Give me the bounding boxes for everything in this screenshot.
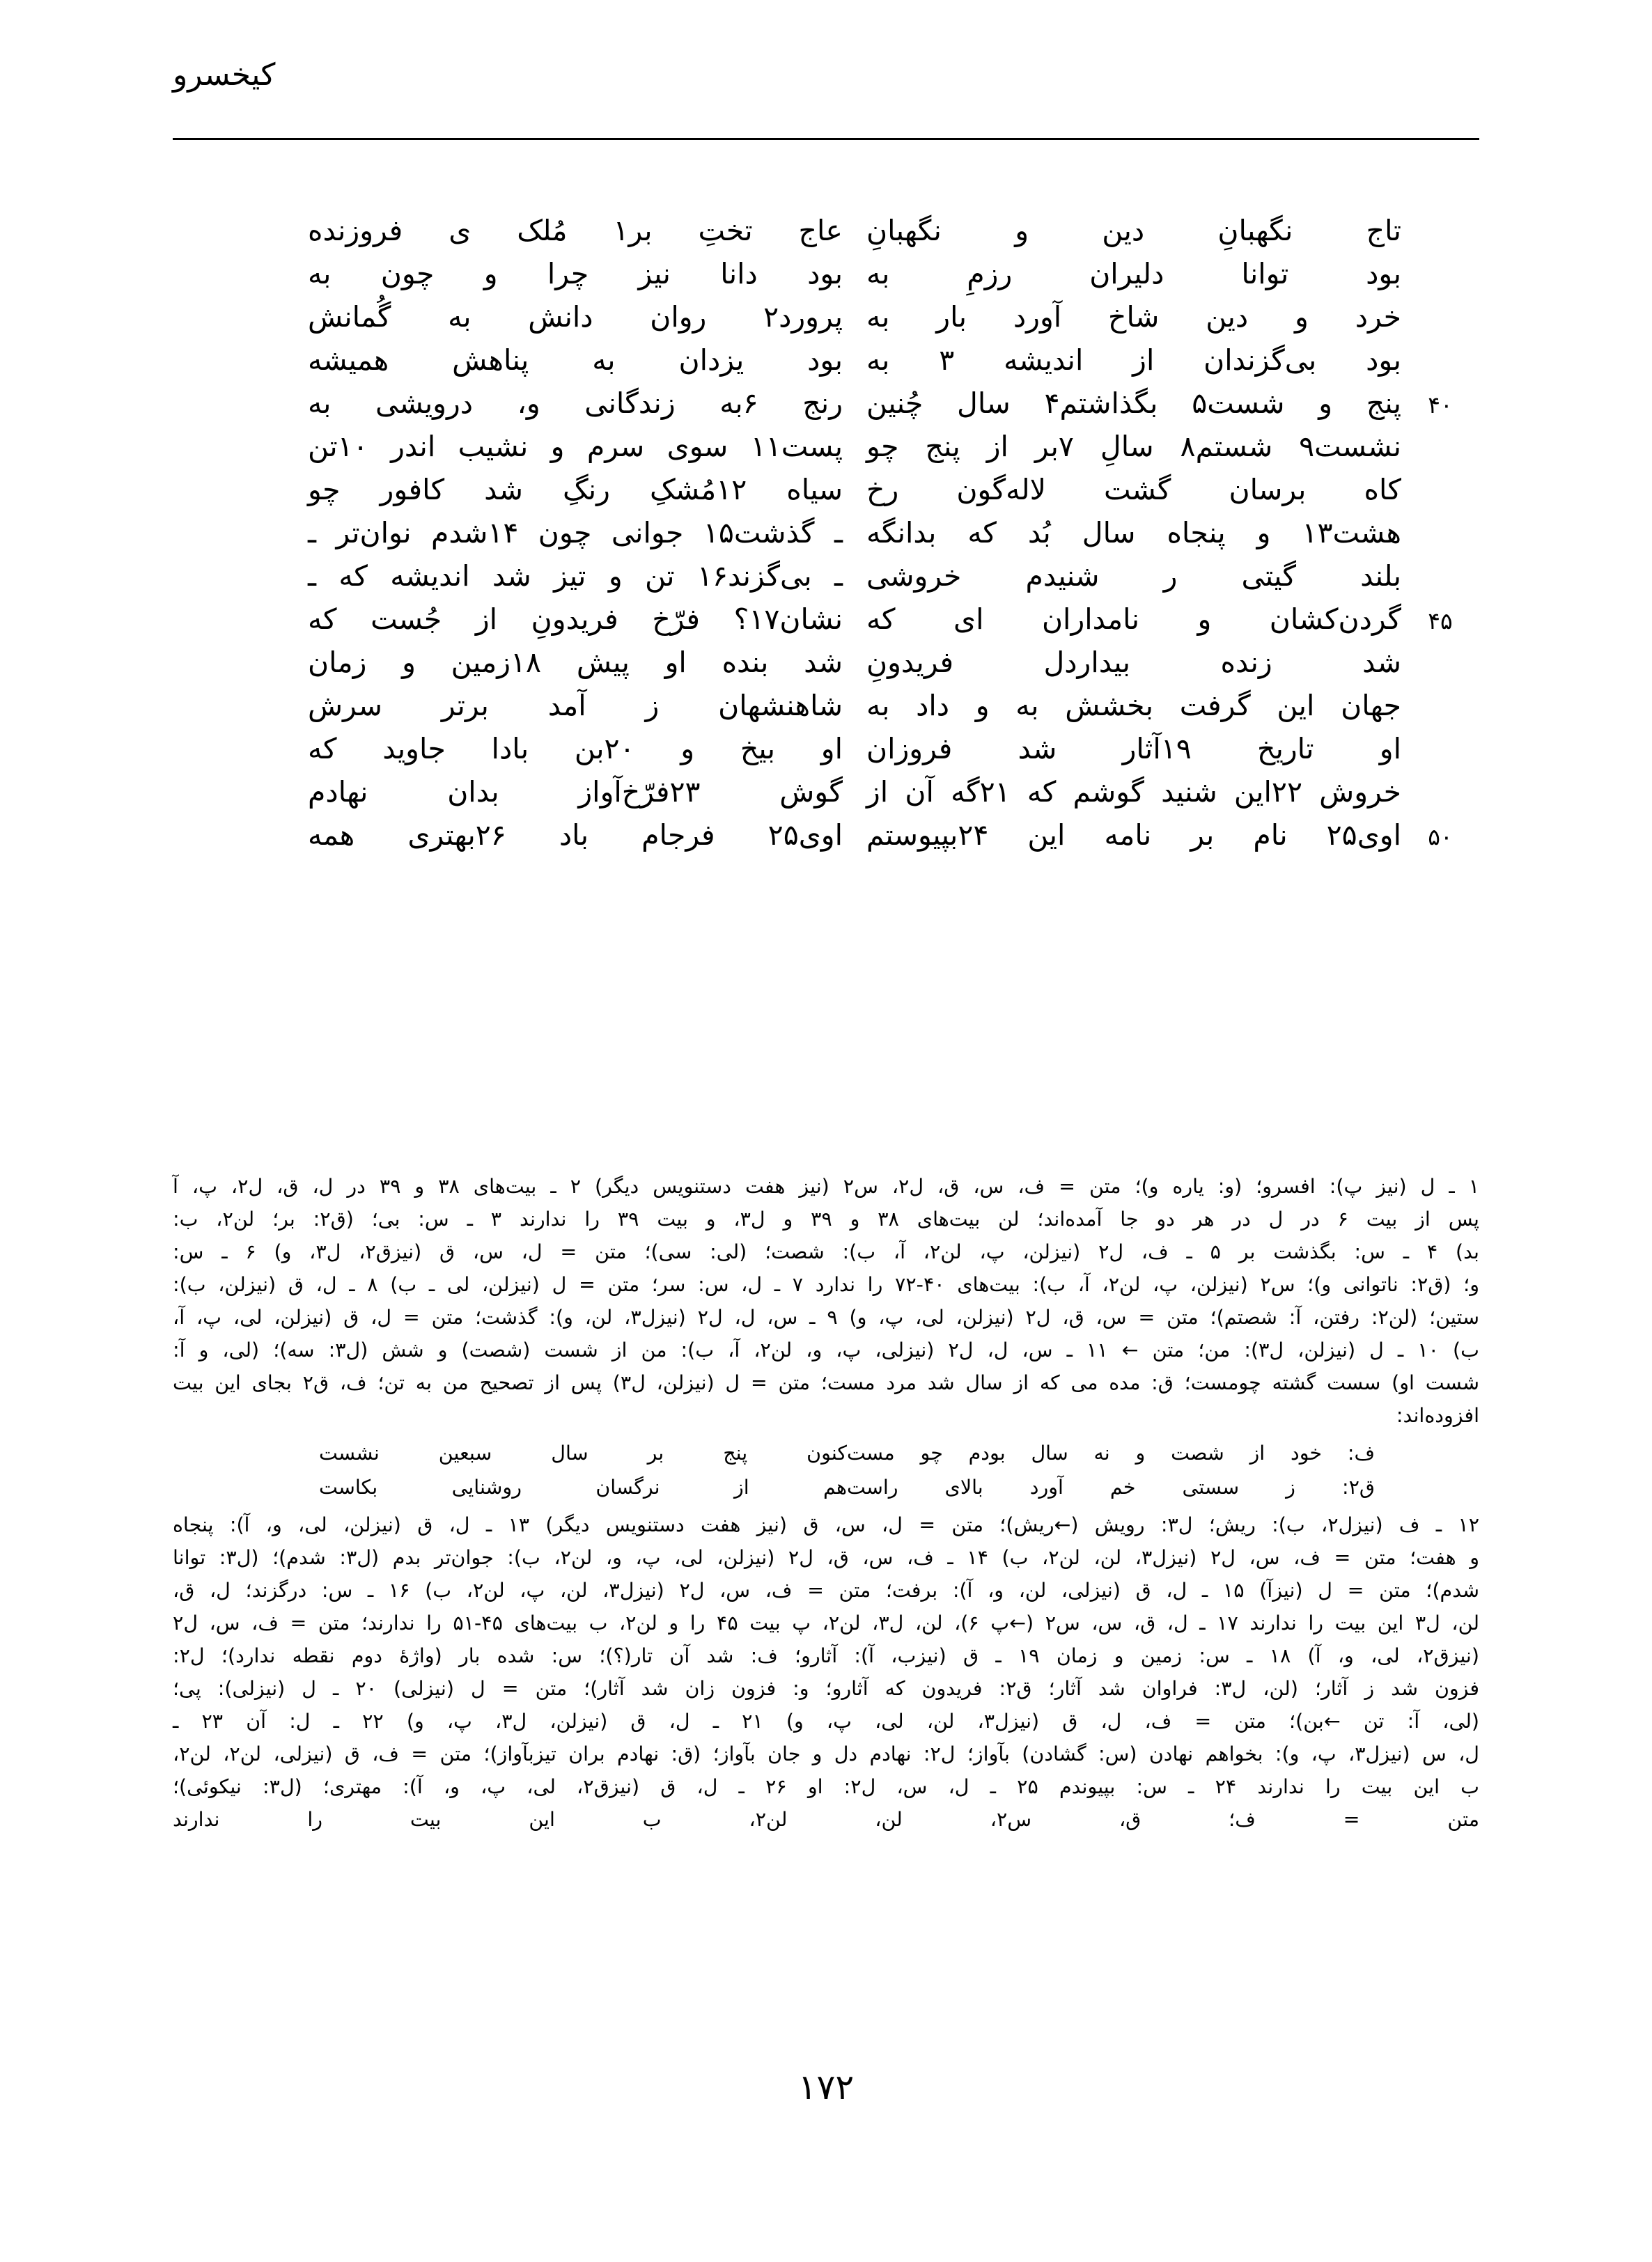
critical-apparatus [173, 1170, 1479, 1836]
verse-number: ۴۰ [1428, 391, 1453, 419]
apparatus-line: فزون شد ز آثار؛ (لن، ل۳: فراوان شد آثار؛ ق۲: فریدون که آثارو؛ و: فزون زان شد آثار)؛ متن = ل (نیزلی) ۲۰ ـ ل (نیزلی): پی؛ [173, 1677, 1480, 1700]
apparatus-line: لن، ل۳ این بیت را ندارند ۱۷ ـ ل، ق، س، س۲ (←پ ۶)، لن، ل۳، لن۲، پ بیت ۴۵ را و لن۲، ب بیت‌های ۴۵-۵۱ را ندارند؛ متن = ف، س، ل۲ [173, 1612, 1480, 1635]
hemistich-first: نشست‌۹ شستم‌۸ سالِ ۷بر از پنج چو [866, 430, 1401, 463]
verse-number: ۵۰ [1428, 823, 1453, 850]
verse-line [173, 252, 1479, 295]
hemistich-first: هشت‌۱۳ و پنجاه سال بُد که بدانگه [866, 516, 1401, 549]
verse-line [173, 425, 1479, 468]
running-head [173, 57, 1479, 93]
apparatus-line: شدم)؛ متن = ل (نیزآ) ۱۵ ـ ل، ق (نیزلی، لن، و، آ): برفت؛ متن = ف، س، ل۲ (نیزل۳، لن، پ، لن۲، ب) ۱۶ ـ س: درگزند؛ ل، ق، [173, 1579, 1479, 1602]
apparatus-line: ب) ۱۰ ـ ل (نیزلن، ل۳): من؛ متن ← ۱۱ ـ س، ل، ل۲ (نیزلی، پ، و، لن۲، آ، ب): من از شست (شصت) و شش (ل۳: سه)؛ (لی، و آ: [173, 1339, 1479, 1362]
apparatus-line: و هفت؛ متن = ف، س، ل۲ (نیزل۳، لن، لن۲، ب) ۱۴ ـ ف، س، ق، ل۲ (نیزلن، لی، پ، و، لن۲، ب): جوان‌تر بدم (ل۳: شدم)؛ (ل۳: توانا [173, 1546, 1479, 1569]
hemistich-second: سیاه ۱۲مُشکِ رنگِ شد کافور چو [308, 473, 843, 506]
hemistich-first: تاج نگهبانِ دین و نگهبانِ [866, 214, 1401, 247]
hemistich-first: کاه برسان گشت لاله‌گون رخ [866, 473, 1401, 506]
hemistich-first: گردن‌کشان و نامداران ای که [866, 602, 1401, 636]
hemistich-second: ـ بی‌گزند‌۱۶ تن و تیز شد اندیشه که ـ [308, 559, 843, 593]
verse-line [173, 209, 1479, 252]
verse-line [173, 598, 1479, 641]
hemistich-second: ـ گذشت‌۱۵ جوانی چون ۱۴شدم نوان‌تر ـ [308, 516, 843, 549]
inserted-hemistich-first: ق۲: ز سستی خم آورد بالای راست [847, 1476, 1375, 1499]
hemistich-first: جهان این گرفت بخشش به و داد به [866, 689, 1401, 722]
folio-number: ۱۷۲ [797, 2067, 855, 2107]
apparatus-line: پس از بیت ۶ در ل در هر دو جا آمده‌اند؛ لن بیت‌های ۳۸ و ۳۹ و ل۳، و بیت ۳۹ را ندارند ۳ ـ س: بی؛ (ق۲: بر؛ لن۲، ب: [173, 1208, 1479, 1231]
hemistich-second: بود دانا نیز چرا و چون به [308, 257, 843, 290]
apparatus-line: ۱ ـ ل (نیز پ): افسرو؛ (و: یاره و)؛ متن = ف، س، ق، ل۲، س۲ (نیز هفت دستنویس دیگر) ۲ ـ بیت‌های ۳۸ و ۳۹ در ل، ق، ل۲، پ، آ [173, 1175, 1479, 1198]
hemistich-first: او تاریخ ۱۹آثار شد فروزان [866, 732, 1401, 765]
hemistich-second: عاج تختِ بر‌۱ مُلک ى فروزنده [308, 214, 843, 247]
verse-block [173, 209, 1479, 857]
hemistich-second: شد بنده او پیش ۱۸زمین و زمان [308, 646, 843, 679]
hemistich-first: شد زنده بیداردل فریدونِ [866, 646, 1401, 679]
inserted-couplets [173, 1436, 1479, 1504]
apparatus-line: ۱۲ ـ ف (نیزل۲، ب): ریش؛ ل۳: رویش (←ریش)؛ متن = ل، س، ق (نیز هفت دستنویس دیگر) ۱۳ ـ ل، ق (نیزلن، لی، و، آ): پنجاه [173, 1513, 1480, 1536]
hemistich-first: اوی‌۲۵ نام بر نامه این ۲۴بپیوستم [866, 818, 1401, 852]
inserted-hemistich-first: ف: خود از شصت و نه سال بودم چو مست [847, 1442, 1375, 1465]
hemistich-second: بود یزدان به پناهش همیشه [308, 343, 843, 377]
hemistich-first: بود توانا دلیران رزمِ به [866, 257, 1401, 290]
apparatus-line: بد) ۴ ـ س: بگذشت بر ۵ ـ ف، ل۲ (نیزلن، پ، لن۲، آ، ب): شصت؛ (لی: سی)؛ متن = ل، س، ق (نیزق۲، ل۳، و) ۶ ـ س: [173, 1240, 1479, 1263]
hemistich-second: او بیخ و ۲۰بن بادا جاوید که [308, 732, 843, 765]
apparatus-line: و؛ (ق۲: ناتوانی و)؛ س۲ (نیزلن، پ، لن۲، آ، ب): بیت‌های ۴۰-۷۲ را ندارد ۷ ـ ل، س: سر؛ متن = ل (نیزلن، لی ـ ب) ۸ ـ ل، ق (نیزلن، ب): [173, 1273, 1479, 1296]
hemistich-first: بلند گیتی ر شنیدم خروشی [866, 559, 1401, 593]
apparatus-line: افزوده‌اند: [1396, 1404, 1479, 1427]
hemistich-second: نشان‌۱۷؟ فرّخ فریدونِ از جُست که [308, 602, 843, 636]
hemistich-second: گوش ۲۳فرّخ‌آواز بدان نهادم [308, 775, 843, 809]
verse-line [173, 382, 1479, 425]
verse-line [173, 295, 1479, 338]
inserted-hemistich-second: هم از نرگسان روشنایی بکاست [319, 1476, 847, 1499]
header-rule [173, 138, 1479, 140]
verse-number: ۴۵ [1428, 607, 1453, 634]
verse-line [173, 468, 1479, 511]
hemistich-second: پرورد‌۲ روان دانش به گُمانش [308, 300, 843, 334]
hemistich-first: پنج و شست‌۵ بگذاشتم‌۴ سال چُنین [866, 387, 1401, 420]
apparatus-line: ستین؛ (لن۲: رفتن، آ: شصتم)؛ متن = س، ق، ل۲ (نیزلن، لی، پ، و) ۹ ـ س، ل، ل۲ (نیزل۳، لن، و): گذشت؛ متن = ل، ق (نیزلن، لی، پ، آ، [173, 1306, 1479, 1329]
hemistich-second: رنج ۶به زندگانی و، درویشی به [308, 387, 843, 420]
verse-line [173, 684, 1479, 727]
apparatus-line: ب این بیت را ندارند ۲۴ ـ س: بپیوندم ۲۵ ـ ل، س، ل۲: او ۲۶ ـ ل، ق (نیزق۲، لی، پ، و، آ): مهتری؛ (ل۳: نیکوئی)؛ [173, 1775, 1480, 1798]
inserted-couplet [173, 1436, 1479, 1470]
apparatus-line: شست او) سست گشته چومست؛ ق: مده می که از سال شد مرد مست؛ متن = ل (نیزلن، ل۳) پس از تصحیح من به تن؛ ف، ق۲ بجای این بیت [173, 1371, 1480, 1394]
hemistich-first: خرد و دین شاخ آورد بار به [866, 300, 1401, 334]
running-head-title: کیخسرو [173, 57, 276, 93]
verse-line [173, 511, 1479, 554]
hemistich-second: اوی‌۲۵ فرجام باد ۲۶بهتری همه [308, 818, 843, 852]
verse-line [173, 813, 1479, 857]
apparatus-line: متن = ف؛ ق، س۲، لن، لن۲، ب این بیت را ندارند [173, 1808, 1479, 1831]
verse-line [173, 641, 1479, 684]
hemistich-first: خروش ۲۲این شنید گوشم که ۲۱گه آن از [866, 775, 1401, 809]
inserted-couplet [173, 1470, 1479, 1504]
hemistich-second: پست‌۱۱ سوی سرم و نشیب اندر ۱۰تن [308, 430, 843, 463]
hemistich-first: بود بی‌گزندان از اندیشه ۳ به [866, 343, 1401, 377]
apparatus-line: ل، س (نیزل۳، پ، و): بخواهم نهادن (س: گشادن) بآواز؛ ل۲: نهادم دل و جان بآواز؛ (ق: نهادم بران تیزبآواز)؛ متن = ف، ق (نیزلی، لن۲، لن۲، [173, 1742, 1479, 1765]
inserted-hemistich-second: کنون پنج بر سال سبعین نشست [319, 1442, 847, 1465]
apparatus-line: (لی، آ: تن ←بن)؛ متن = ف، ل، ق (نیزل۳، لن، لی، پ، و) ۲۱ ـ ل، ق (نیزلن، ل۳، پ، و) ۲۲ ـ ل: آن ۲۳ ـ [173, 1710, 1480, 1733]
verse-line [173, 554, 1479, 598]
apparatus-line: (نیزق۲، لی، و، آ) ۱۸ ـ س: زمین و زمان ۱۹ ـ ق (نیزب، آ): آثارو؛ ف: شد آن تار(؟)؛ س: شده بار (واژهٔ دوم نقطه ندارد)؛ ل۲: [173, 1644, 1479, 1667]
hemistich-second: شاهنشهان ز آمد برتر سرش [308, 689, 843, 722]
verse-line [173, 770, 1479, 813]
verse-line [173, 338, 1479, 382]
verse-line [173, 727, 1479, 770]
